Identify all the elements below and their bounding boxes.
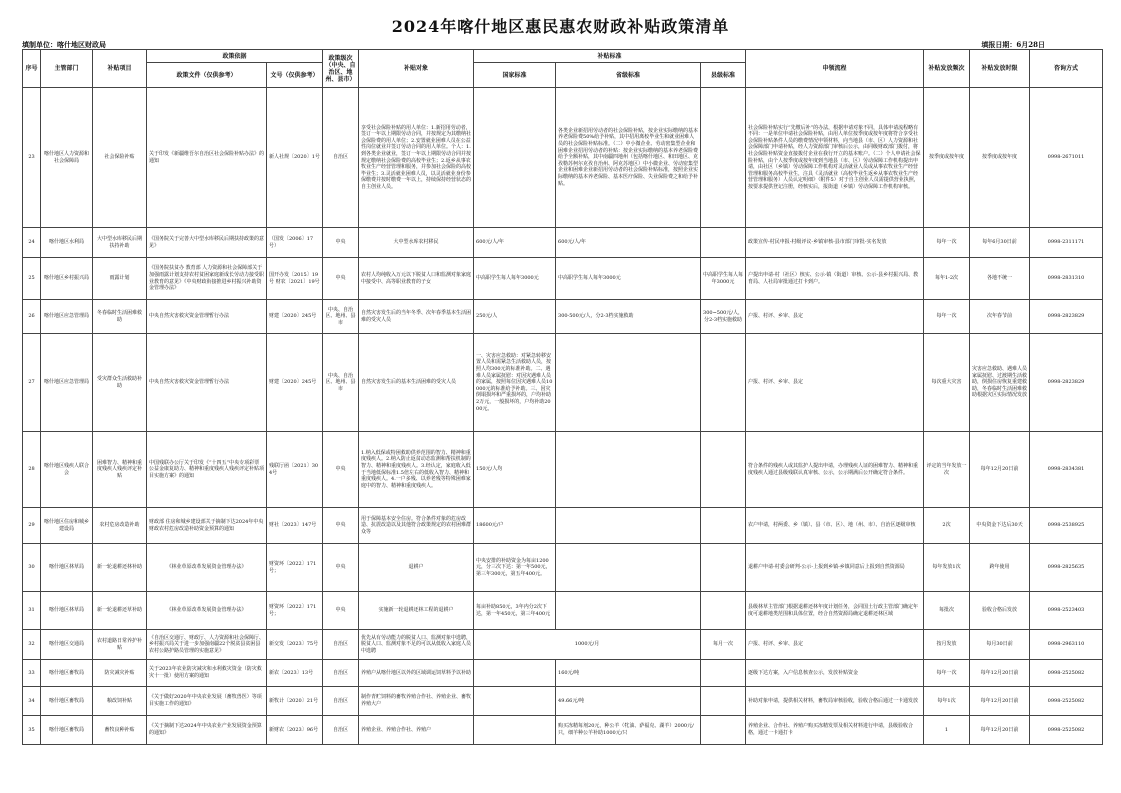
cell-doc-no: （国发〔2006〕17号）	[267, 228, 323, 258]
cell-target: 退耕户	[359, 544, 474, 592]
table-row	[23, 334, 1103, 432]
cell-provincial	[556, 432, 701, 508]
cell-timing: 每年12月20日前	[970, 687, 1030, 716]
cell-county	[701, 592, 746, 630]
cell-national: 一、灾害应急救助：对紧急转移安置人员和需紧急生活救助人员，按照人均300元的标准补助。二、遇难人员家属抚慰：对因灾遇难人员的家属，按照每位因灾遇难人员10000元的标准给予补助。三、因灾倒塌损坏和严重损坏的，户均补助2万元，一般损坏的，户均补助2000元。	[474, 334, 556, 432]
header-seq: 序号	[23, 50, 41, 88]
cell-provincial: 中高职学生每人每年3000元	[556, 258, 701, 300]
cell-county	[701, 544, 746, 592]
cell-policy-doc: 《关于摘制下达2024年中央农业产业发展资金预算的通知》	[147, 716, 267, 745]
cell-county	[701, 228, 746, 258]
cell-frequency: 每年一次	[924, 660, 970, 687]
cell-contact: 0998-2525082	[1030, 687, 1103, 716]
cell-level: 中央	[323, 544, 359, 592]
cell-dept: 喀什地区残疾人联合会	[41, 432, 93, 508]
header-policy-basis: 政策依据	[147, 50, 323, 63]
header-level: 政策级次（中央、自治区、地州、县市）	[323, 50, 359, 88]
cell-item: 困难智力、精神和重度残疾人残疾评定补贴	[93, 432, 147, 508]
cell-county	[701, 687, 746, 716]
cell-item: 农村道路日常养护补贴	[93, 630, 147, 660]
cell-doc-no: 新交发〔2023〕75号	[267, 630, 323, 660]
table-row	[23, 88, 1103, 228]
header-national: 国家标准	[474, 63, 556, 88]
cell-frequency: 每年一次	[924, 300, 970, 334]
cell-national	[474, 687, 556, 716]
fill-date-label: 填报日期：6月28日	[981, 40, 1045, 49]
cell-policy-doc: 关于印发《新疆维吾尔自治区社会保险补贴办法》的通知	[147, 88, 267, 228]
cell-level: 自治区	[323, 687, 359, 716]
cell-frequency: 每年1-2次	[924, 258, 970, 300]
cell-doc-no: 财建〔2020〕245号	[267, 334, 323, 432]
cell-item: 新一轮退耕还林补助	[93, 544, 147, 592]
cell-target: 实施新一轮退耕还林工程的退耕户	[359, 592, 474, 630]
cell-seq: 31	[23, 592, 41, 630]
cell-item: 粮改饲补贴	[93, 687, 147, 716]
header-target: 补贴对象	[359, 50, 474, 88]
cell-national: 150元/人均	[474, 432, 556, 508]
cell-provincial	[556, 508, 701, 544]
cell-level: 中央	[323, 228, 359, 258]
cell-frequency: 每年一次	[924, 228, 970, 258]
cell-national: 每亩补助850元，3年内分2次下达，第一年450元，第三年400元	[474, 592, 556, 630]
cell-target: 用于保障基本安全住房。符合条件对象的危房改造、抗震改造以及其他符合政策规定的农村困难群众等	[359, 508, 474, 544]
cell-national	[474, 660, 556, 687]
cell-target: 优先从有劳动能力的脱贫人口、监测对象中选聘，脱贫人口、监测对象不足的可以从低收入家庭人员中选聘	[359, 630, 474, 660]
cell-provincial: 160元/吨	[556, 660, 701, 687]
cell-contact: 0998-2525082	[1030, 660, 1103, 687]
cell-process: 补助对象申请，提供相关材料，畜牧局审核验收，验收合格后通过一卡通发放	[746, 687, 924, 716]
cell-dept: 喀什地区林草局	[41, 544, 93, 592]
cell-level: 中央、自治区、地州、县市	[323, 334, 359, 432]
cell-timing: 每年6月30日前	[970, 228, 1030, 258]
table-row	[23, 716, 1103, 745]
header-process: 申领流程	[746, 50, 924, 88]
cell-doc-no: 国开办发〔2015〕19号 财农〔2021〕19号	[267, 258, 323, 300]
cell-policy-doc: 中央自然灾害救灾资金管理暂行办法	[147, 334, 267, 432]
cell-seq: 23	[23, 88, 41, 228]
cell-contact: 0998-2538925	[1030, 508, 1103, 544]
cell-doc-no: 财建〔2020〕245号	[267, 300, 323, 334]
cell-doc-no: 财资环〔2022〕171号；	[267, 544, 323, 592]
cell-national	[474, 88, 556, 228]
cell-target: 自然灾害发生后的基本生活困难的受灾人员	[359, 334, 474, 432]
cell-level: 自治区	[323, 716, 359, 745]
cell-frequency: 每年1次	[924, 687, 970, 716]
cell-policy-doc: 《自治区交通厅、财政厅、人力资源和社会保障厅、乡村振兴局关于进一步加强南疆22个脱贫县贫困县农村公路护路员管理的实施意见》	[147, 630, 267, 660]
cell-doc-no: 财资环〔2022〕171号；	[267, 592, 323, 630]
header-provincial: 省级标准	[556, 63, 701, 88]
cell-contact: 0998-2834381	[1030, 432, 1103, 508]
header-doc-no: 文号（仅供参考）	[267, 63, 323, 88]
cell-doc-no: 残联厅函〔2021〕304号	[267, 432, 323, 508]
cell-target: 养殖企业、养殖合作社、养殖户	[359, 716, 474, 745]
cell-provincial	[556, 592, 701, 630]
cell-frequency: 每年发放1次	[924, 544, 970, 592]
header-dept: 主管部门	[41, 50, 93, 88]
cell-seq: 28	[23, 432, 41, 508]
cell-process: 户报、村评、乡审、县定	[746, 334, 924, 432]
header-standard: 补贴标准	[474, 50, 746, 63]
cell-provincial	[556, 334, 701, 432]
policy-table	[22, 49, 1103, 745]
cell-dept: 喀什地区畜牧局	[41, 716, 93, 745]
cell-national: 中高职学生每人每年3000元	[474, 258, 556, 300]
cell-frequency: 评定的当年发放一次	[924, 432, 970, 508]
cell-doc-no: 财社〔2023〕147号	[267, 508, 323, 544]
cell-seq: 33	[23, 660, 41, 687]
table-row	[23, 592, 1103, 630]
page-title: 2024年喀什地区惠民惠农财政补贴政策清单	[391, 17, 730, 36]
cell-process: 农户申请，村两委、乡（镇）、县（市、区）、地（州、市）、自治区逐级审核	[746, 508, 924, 544]
table-row	[23, 300, 1103, 334]
cell-seq: 29	[23, 508, 41, 544]
table-body	[23, 88, 1103, 745]
cell-timing: 各地不统一	[970, 258, 1030, 300]
cell-target: 制作青贮饲料的畜牧养殖合作社、养殖企业、畜牧养殖大户	[359, 687, 474, 716]
cell-county	[701, 716, 746, 745]
cell-item: 新一轮退耕还草补助	[93, 592, 147, 630]
cell-process: 社会保险补贴实行“先缴后补”的办法，根据申请对象不同，具体申请流程略有不同：一是单位申请社会保险补贴，由用人单位按季度或按年度将符合享受社会保险补贴条件人员的缴费情况申领材料，向当地县（市、区）人力资源和社会保障部门申请补贴，经人力资源部门审核后公示，由同级财政部门拨付，将社会保险补贴资金直接拨付企业在我行开立的基本账户。（二）个人申请社会保险补贴，由个人按季度或按年度到当地县（市、区）劳动保障工作机构提出申请，由社区（乡镇）劳动保障工作机构对灵活就业人员或从事农牧业生产经营管理和服务高校毕业生，注具《灵活就业（高校毕业生返乡从事农牧业生产经营管理和服务）人员认定明细》（附件5）对于自主创业人员需提供营业执照，按要求提供登记注册，经核实后，报街道（乡镇）劳动保障工作机构审核。	[746, 88, 924, 228]
cell-doc-no: 新农〔2023〕13号	[267, 660, 323, 687]
cell-item: 雨露计划	[93, 258, 147, 300]
header-contact: 咨询方式	[1030, 50, 1103, 88]
table-header	[23, 50, 1103, 88]
cell-dept: 喀什地区林草局	[41, 592, 93, 630]
cell-item: 农村危房改造补助	[93, 508, 147, 544]
cell-county	[701, 88, 746, 228]
cell-national: 中央安排的补助资金为每亩1200元，分三次下达：第一年500元，第三年300元，第五年400元。	[474, 544, 556, 592]
cell-policy-doc: 财政部 住房和城乡建设部关于摘制下达2024年中央财政农村危房改造补助资金预算的通知	[147, 508, 267, 544]
table-row	[23, 432, 1103, 508]
cell-level: 中央、自治区、地州、县市	[323, 300, 359, 334]
cell-contact: 0998-2523403	[1030, 592, 1103, 630]
cell-level: 中央	[323, 592, 359, 630]
cell-frequency: 每批次	[924, 592, 970, 630]
header-timing: 补贴发放时限	[970, 50, 1030, 88]
cell-dept: 喀什地区住房和城乡建设局	[41, 508, 93, 544]
cell-provincial: 600元/人/年	[556, 228, 701, 258]
cell-timing: 跨年使用	[970, 544, 1030, 592]
table-row	[23, 630, 1103, 660]
cell-national-provincial: 1000元/月	[474, 630, 701, 660]
cell-doc-no: 新财农〔2023〕96号	[267, 716, 323, 745]
cell-timing: 每年12月20日前	[970, 432, 1030, 508]
cell-dept: 喀什地区人力资源和社会保障局	[41, 88, 93, 228]
cell-frequency: 按月发放	[924, 630, 970, 660]
header-frequency: 补贴发放频次	[924, 50, 970, 88]
cell-process: 户报、村评、乡审、县定	[746, 630, 924, 660]
cell-process: 县级林草主管部门根据退耕还林年度计划任务，会同国土行政主管部门确定年度可退耕地类范围和具体位置，经合自然资源局确定退耕还林区域	[746, 592, 924, 630]
cell-county: 300~500元/人，分2-3档实施救助	[701, 300, 746, 334]
cell-provincial: 49.66元/吨	[556, 687, 701, 716]
cell-level: 中央	[323, 258, 359, 300]
cell-policy-doc: 中央自然灾害救灾资金管理暂行办法	[147, 300, 267, 334]
cell-process: 养殖企业、合作社、养殖户购买冻精发票及相关材料进行申请，县级验收合格，通过一卡通打卡	[746, 716, 924, 745]
cell-policy-doc: 《林业草原改革发展资金管理办法》	[147, 592, 267, 630]
cell-contact: 0998-2831310	[1030, 258, 1103, 300]
cell-item: 防灾减灾补贴	[93, 660, 147, 687]
cell-frequency: 每次重大灾害	[924, 334, 970, 432]
cell-seq: 26	[23, 300, 41, 334]
cell-process: 退耕户申请-村委会研判-公示-上报到乡镇-乡镇同意后上报到自然资源局	[746, 544, 924, 592]
cell-contact: 0998-2823829	[1030, 300, 1103, 334]
cell-county: 中高职学生每人每年3000元	[701, 258, 746, 300]
cell-target: 养殖户从喀什地区以外的区域调运饲草料予以补助	[359, 660, 474, 687]
cell-policy-doc: 关于2023年农业防灾减灾和水利救灾资金（防灾救灾十一批）使用方案的通知	[147, 660, 267, 687]
cell-frequency: 按季度或按年度	[924, 88, 970, 228]
cell-process: 户报、村评、乡审、县定	[746, 300, 924, 334]
table-row	[23, 687, 1103, 716]
cell-provincial: 各类企业新招用劳动者的社会保险补贴，按企业实际缴纳的基本养老保险费50%给予补贴，其中招用离校毕业生和就业困难人员的社会保险补贴标准。（二）中小微企业、劳动密集型企业和困难企业招用劳动者的补贴：按企业实际缴纳的基本养老保险费给予全额补贴，其中南疆四地州（包括喀什地区、和田地区、克孜勒苏柯尔克孜自治州、阿克苏地区）中小微企业、劳动密集型企业和困难企业新招用劳动者的社会保险补贴标准，按照企业实际缴纳的基本养老保险、基本医疗保险、失业保险费之和给予补贴。	[556, 88, 701, 228]
cell-national: 600元/人/年	[474, 228, 556, 258]
header-policy-doc: 政策文件（仅供参考）	[147, 63, 267, 88]
table-row	[23, 258, 1103, 300]
cell-item: 大中型水库移民后期扶持补助	[93, 228, 147, 258]
cell-county	[701, 508, 746, 544]
table-row	[23, 660, 1103, 687]
cell-process: 户提出申请-村（社区）核实、公示-镇（街道）审核、公示-县乡村振兴局、教育局、人社局审批通过打卡到户。	[746, 258, 924, 300]
cell-timing: 每月30日前	[970, 630, 1030, 660]
cell-timing: 次年春节前	[970, 300, 1030, 334]
cell-item: 社会保险补贴	[93, 88, 147, 228]
cell-level: 中央	[323, 508, 359, 544]
cell-seq: 24	[23, 228, 41, 258]
cell-timing: 验收合格后发放	[970, 592, 1030, 630]
cell-contact: 0998-2825635	[1030, 544, 1103, 592]
table-row	[23, 228, 1103, 258]
cell-policy-doc: 中国残联办公厅关于印发《“十四五”中央专项彩票公益金康复助力、精神和重度残疾人残疾评定补贴项目实施方案》的通知	[147, 432, 267, 508]
cell-dept: 喀什地区交通局	[41, 630, 93, 660]
cell-dept: 喀什地区畜牧局	[41, 687, 93, 716]
cell-county: 每月一次	[701, 630, 746, 660]
fill-unit-label: 填制单位：喀什地区财政局	[22, 40, 106, 49]
cell-seq: 35	[23, 716, 41, 745]
cell-process: 逐级下达方案，入户信息核查公示，发放补贴资金	[746, 660, 924, 687]
cell-timing: 每年12月20日前	[970, 660, 1030, 687]
cell-level: 中央	[323, 432, 359, 508]
cell-provincial: 购买冻精每剂20元，种公羊（牝油、萨福克、湖羊）2000元/只，细羊种公羊补助1000元/只	[556, 716, 701, 745]
cell-target: 享受社会保险补贴的用人单位：1.新招用劳动者，签订一年以上期限劳动合同，并按规定为其缴纳社会保险费的用人单位；2.安置就业困难人员在公益性岗位就业并签订劳动合同的用人单位。个人：1.到各类企业就业，签订一年以上期限劳动合同并按规定缴纳社会保险费的高校毕业生；2.返乡从事农牧业生产经营管理和服务，并参加社会保险的高校毕业生；3.灵活就业困难人员，以灵活就业身份参保缴费并按时缴费一年以上，持续保持经营状态的自主创业人员。	[359, 88, 474, 228]
header-county: 县级标准	[701, 63, 746, 88]
cell-level: 自治区	[323, 630, 359, 660]
cell-contact: 0998-2311171	[1030, 228, 1103, 258]
cell-target: 1.纳入低保或特困救助供养范围的智力、精神和重度残疾人。2.纳入防止返贫动态监测和帮扶机制的智力、精神和重度残疾人。3.经认定，家庭收入低于当地低保标准1.5倍左右的低收入智力、精神和重度残疾人。4.一户多残、以养老残等特殊困难家庭中的智力、精神和重度残疾人。	[359, 432, 474, 508]
cell-policy-doc: 《关于做好2020年中央农业发展（畜牧兽医）等项目实施工作的通知》	[147, 687, 267, 716]
cell-level: 自治区	[323, 660, 359, 687]
cell-frequency: 2次	[924, 508, 970, 544]
cell-county	[701, 432, 746, 508]
cell-national	[474, 716, 556, 745]
cell-provincial	[556, 544, 701, 592]
cell-item: 受灾群众生活救助补助	[93, 334, 147, 432]
cell-timing: 中央资金下达后30天	[970, 508, 1030, 544]
cell-level: 自治区	[323, 88, 359, 228]
cell-contact: 0998-2963110	[1030, 630, 1103, 660]
cell-seq: 32	[23, 630, 41, 660]
cell-county	[701, 334, 746, 432]
cell-target: 农村人均纯收入万元以下脱贫人口和监测对象家庭中接受中、高等职业教育的子女	[359, 258, 474, 300]
cell-dept: 喀什地区乡村振兴局	[41, 258, 93, 300]
cell-contact: 0998-2525082	[1030, 716, 1103, 745]
cell-county	[701, 660, 746, 687]
cell-timing: 灾害应急救助、遇难人员家属抚慰、过渡期生活救助，倒损住房恢复重建救助，冬春临时生活困难救助根据灾区实际情况发放	[970, 334, 1030, 432]
cell-seq: 27	[23, 334, 41, 432]
cell-policy-doc: 《林业草原改革发展资金管理办法》	[147, 544, 267, 592]
cell-target: 大中型水库农村移民	[359, 228, 474, 258]
cell-target: 自然灾害发生后的当年冬季、次年春季基本生活困难的受灾人员	[359, 300, 474, 334]
cell-timing: 按季度或按年度	[970, 88, 1030, 228]
cell-policy-doc: 《国务院关于完善大中型水库移民后期扶持政策的意见》	[147, 228, 267, 258]
cell-seq: 34	[23, 687, 41, 716]
cell-contact: 0998-2823829	[1030, 334, 1103, 432]
cell-policy-doc: 《国务院扶贫办 教育部 人力资源和社会保障部关于加强雨露计划支持农村贫困家庭新成长劳动力接受职业教育的意见》《中央财政衔接推进乡村振兴补助资金管理办法》	[147, 258, 267, 300]
cell-dept: 喀什地区应急管理局	[41, 300, 93, 334]
cell-frequency: 1	[924, 716, 970, 745]
header-item: 补贴项目	[93, 50, 147, 88]
cell-timing: 每年12月20日前	[970, 716, 1030, 745]
cell-item: 冬春临时生活困难救助	[93, 300, 147, 334]
cell-process: 政策宣传-村民申报-村级评议-乡镇审核-县市部门审批-实名发放	[746, 228, 924, 258]
cell-provincial: 300-500元/人，分2-3档实施救助	[556, 300, 701, 334]
cell-dept: 喀什地区畜牧局	[41, 660, 93, 687]
table-row	[23, 544, 1103, 592]
cell-seq: 25	[23, 258, 41, 300]
cell-national: 250元/人	[474, 300, 556, 334]
cell-item: 畜牧良种补贴	[93, 716, 147, 745]
cell-seq: 30	[23, 544, 41, 592]
cell-national: 18600元/户	[474, 508, 556, 544]
table-row	[23, 508, 1103, 544]
cell-process: 符合条件的残疾人或其监护人提出申请，办理残疾人证的困难智力、精神和重度残疾人通过县级残联认真审核、公示，公示期满后公开确定符合条件。	[746, 432, 924, 508]
cell-dept: 喀什地区水利局	[41, 228, 93, 258]
cell-doc-no: 新牧计〔2020〕21号	[267, 687, 323, 716]
cell-doc-no: 新人社规〔2020〕1号	[267, 88, 323, 228]
cell-dept: 喀什地区应急管理局	[41, 334, 93, 432]
cell-contact: 0998-2671011	[1030, 88, 1103, 228]
